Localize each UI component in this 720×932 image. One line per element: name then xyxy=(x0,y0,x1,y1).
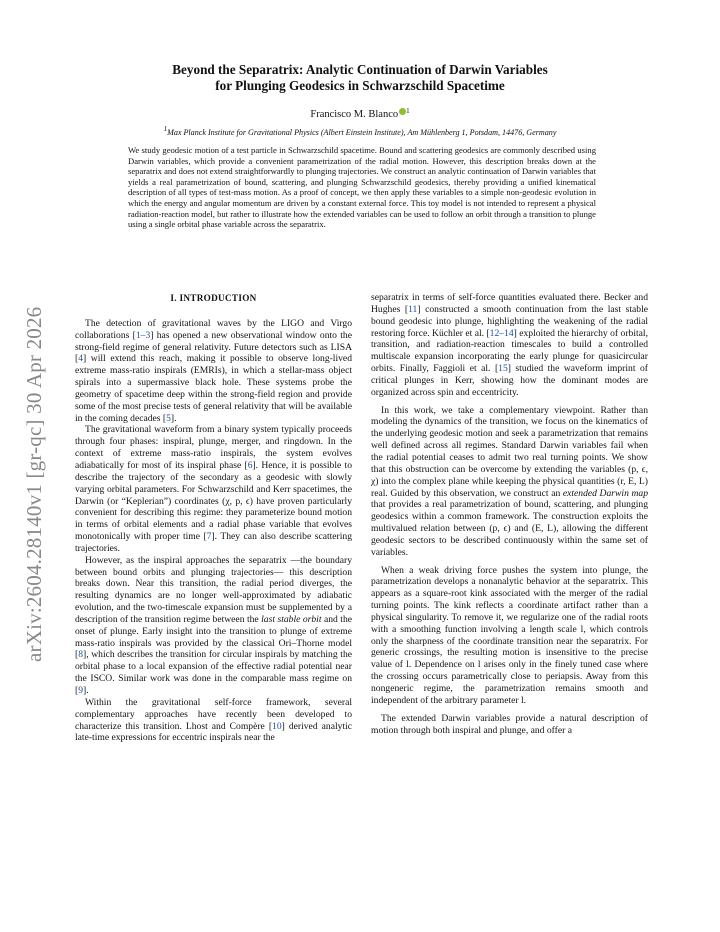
title-line-1: Beyond the Separatrix: Analytic Continuation of Darwin Variables xyxy=(172,62,548,77)
affiliation-mark: 1 xyxy=(163,125,168,133)
right-column xyxy=(371,292,648,736)
paragraph: However, as the inspiral approaches the separatrix —the boundary between bound orbits and plunging trajectories— this description breaks down. Near this transition, the radial period diverges, the resulting dynamics are no longer well-approximated by adiabatic evolution, and the two-timescale expansion must be supplemented by a description of the transition regime between the last stable orbit and the onset of plunge. Early insight into the transition to plunge of extreme mass-ratio inspirals was provided by the classical Ori–Thorne model [8], which describes the transition for circular inspirals by matching the orbital phase to a local expansion of the effective radial potential near the ISCO. Similar work was done in the comparable mass regime on [9]. xyxy=(75,554,353,696)
paragraph: The gravitational waveform from a binary system typically proceeds through four phases: inspiral, plunge, merger, and ringdown. In the context of extreme mass-ratio inspirals, the system evolves adiabatically for most of its inspiral phase [6]. Hence, it is possible to describe the trajectory of the secondary as a geodesic with slowly varying orbital parameters. For Schwarzschild and Kerr spacetimes, the Darwin (or “Keplerian”) coordinates (χ, p, ϵ) have proven particularly convenient for describing this regime: they parameterize bound motion in terms of orbital elements and a radial phase variable that evolves monotonically with proper time [7]. They can also describe scattering trajectories. xyxy=(75,424,353,554)
paragraph: The detection of gravitational waves by the LIGO and Virgo collaborations [1–3] has opened a new observational window onto the strong-field regime of general relativity. Future detectors such as LISA [4] will extend this reach, making it possible to observe long-lived extreme mass-ratio inspirals (EMRIs), in which a stellar-mass object spirals into a supermassive black hole. These systems probe the geometry of spacetime deep within the strong-field region and provide some of the most precise tests of general relativity that will be available in the coming decades [5]. xyxy=(75,317,352,424)
citation-link[interactable]: 12–14 xyxy=(489,327,514,339)
citation-link[interactable]: 10 xyxy=(272,720,282,732)
paragraph: separatrix in terms of self-force quantities evaluated there. Becker and Hughes [11] constructed a smooth continuation from the last stable bound geodesic into plunge, highlighting the weakening of the radial restoring force. Küchler et al. [12–14] exploited the hierarchy of orbital, transition, and radiation-reaction timescales to build a controlled multiscale expansion incorporating the early plunge for quasicircular orbits. Finally, Faggioli et al. [15] studied the waveform imprint of critical plunges in Kerr, showing how the dominant modes are organized across spin and eccentricity. xyxy=(371,292,648,398)
abstract: We study geodesic motion of a test particle in Schwarzschild spacetime. Bound and scattering geodesics are commonly described using Darwin variables, which provide a convenient parametrization of the radial motion. However, this description breaks down at the separatrix and does not extend straightforwardly to plunging trajectories. We construct an analytic continuation of Darwin variables that yields a real parametrization of bound, scattering, and plunging Schwarzschild geodesics, thereby providing a unified kinematical description of all types of test-mass motion. As a proof of concept, we then apply these variables to a simple non-geodesic evolution in which the energy and angular momentum are driven by a constant external force. This toy model is not intended to represent a physical radiation-reaction model, but rather to illustrate how the extended variables can be used to follow an orbit through a transition to plunge using a single orbital phase variable across the separatrix. xyxy=(128,145,596,230)
citation-link[interactable]: 6 xyxy=(247,459,253,471)
paragraph: When a weak driving force pushes the system into plunge, the parametrization develops a nonanalytic behavior at the separatrix. This appears as a square-root kink associated with the merger of the radial turning points. The kink reflects a coordinate artifact rather than a physical singularity. To remove it, we regularize one of the radial roots with a smoothing function involving a length scale l, which controls only the sharpness of the coordinate transition near the separatrix. For generic crossings, the resulting motion is insensitive to the precise value of l. Dependence on l arises only in the finely tuned case where the crossing occurs parametrically close to periapsis. Away from this nongeneric regime, the parametrization remains smooth and independent of the arbitrary parameter l. xyxy=(371,564,648,706)
arxiv-stamp xyxy=(22,262,44,662)
citation-link[interactable]: 8 xyxy=(78,649,83,661)
citation-link[interactable]: 1–3 xyxy=(135,329,151,341)
paragraph: Within the gravitational self-force framework, several complementary approaches have recently been developed to characterize this transition. Lhost and Compère [10] derived analytic late-time expressions for eccentric inspirals near the xyxy=(75,696,352,744)
paragraph: In this work, we take a complementary viewpoint. Rather than modeling the dynamics of the transition, we focus on the kinematics of the underlying geodesic motion and seek a parametrization that remains well defined across all regimes. Standard Darwin variables fail when the radial potential ceases to admit two real turning points. We show that this obstruction can be overcome by extending the variables (p, ϵ, χ) into the complex plane while keeping the physical quantities (r, E, L) real. Guided by this observation, we construct an extended Darwin map that provides a real parametrization of bound, scattering, and plunging geodesics within a common framework. The construction exploits the multivalued relation between (p, ϵ) and (E, L), allowing the different geodesic sectors to be described continuously within the same set of variables. xyxy=(371,404,648,558)
affiliation-text: Max Planck Institute for Gravitational Physics (Albert Einstein Institute), Am Mühlenberg 1, Potsdam, 14476, Germany xyxy=(167,128,557,137)
left-column xyxy=(75,292,352,744)
author-affiliation-mark: 1 xyxy=(406,107,410,115)
section-heading-introduction: I. INTRODUCTION xyxy=(170,293,257,303)
citation-link[interactable]: 4 xyxy=(78,353,83,365)
paragraph: The extended Darwin variables provide a natural description of motion through both inspiral and plunge, and offer a xyxy=(371,712,648,736)
citation-link[interactable]: 15 xyxy=(498,363,508,375)
citation-link[interactable]: 7 xyxy=(206,531,212,543)
affiliation xyxy=(90,125,630,137)
citation-link[interactable]: 9 xyxy=(78,685,83,696)
paper-title xyxy=(100,62,620,94)
arxiv-id: arXiv:2604.28140v1 [gr-qc] 30 Apr 2026 xyxy=(22,306,46,662)
title-line-2: for Plunging Geodesics in Schwarzschild Spacetime xyxy=(215,78,505,93)
citation-link[interactable]: 11 xyxy=(408,303,418,315)
author-line xyxy=(100,107,620,120)
author-name: Francisco M. Blanco xyxy=(310,109,399,120)
citation-link[interactable]: 5 xyxy=(166,412,171,424)
